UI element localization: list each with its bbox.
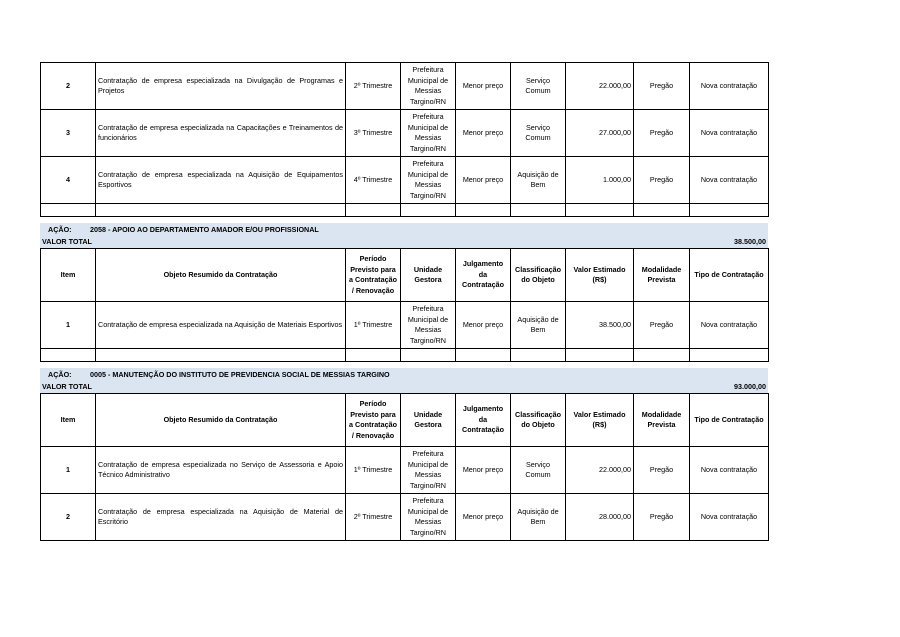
table-row [41,110,769,157]
valor-cell: 28.000,00 [566,494,634,541]
tipo-cell: Nova contratação [690,157,769,204]
header-modalidade: Modalidade Prevista [634,249,690,302]
tipo-cell: Nova contratação [690,302,769,349]
classificacao-cell: Serviço Comum [511,447,566,494]
tipo-cell: Nova contratação [690,447,769,494]
item-cell: 1 [41,447,96,494]
tipo-cell: Nova contratação [690,494,769,541]
modalidade-cell: Pregão [634,447,690,494]
table-row [41,157,769,204]
header-classificacao: Classificação do Objeto [511,249,566,302]
item-cell: 4 [41,157,96,204]
julgamento-cell: Menor preço [456,63,511,110]
objeto-cell: Contratação de empresa especializada na Divulgação de Programas e Projetos [96,63,346,110]
contracts-table-1 [40,62,769,217]
modalidade-cell: Pregão [634,302,690,349]
header-valor: Valor Estimado (R$) [566,394,634,447]
julgamento-cell: Menor preço [456,110,511,157]
periodo-cell: 2º Trimestre [346,494,401,541]
table-row [41,447,769,494]
unidade-cell: Prefeitura Municipal de Messias Targino/RN [401,63,456,110]
valor-total-amount: 38.500,00 [734,237,766,246]
header-row [41,249,769,302]
julgamento-cell: Menor preço [456,494,511,541]
classificacao-cell: Serviço Comum [511,110,566,157]
valor-cell: 22.000,00 [566,63,634,110]
unidade-cell: Prefeitura Municipal de Messias Targino/RN [401,447,456,494]
valor-cell: 27.000,00 [566,110,634,157]
tipo-cell: Nova contratação [690,110,769,157]
header-classificacao: Classificação do Objeto [511,394,566,447]
julgamento-cell: Menor preço [456,447,511,494]
periodo-cell: 2º Trimestre [346,63,401,110]
valor-cell: 22.000,00 [566,447,634,494]
julgamento-cell: Menor preço [456,302,511,349]
document-page [40,62,768,541]
valor-cell: 1.000,00 [566,157,634,204]
header-modalidade: Modalidade Prevista [634,394,690,447]
periodo-cell: 3º Trimestre [346,110,401,157]
header-julgamento: Julgamento da Contratação [456,249,511,302]
table-row [41,494,769,541]
contracts-table-3 [40,393,769,541]
table-row [41,302,769,349]
julgamento-cell: Menor preço [456,157,511,204]
classificacao-cell: Serviço Comum [511,63,566,110]
header-unidade: Unidade Gestora [401,249,456,302]
acao-bar [40,223,768,236]
modalidade-cell: Pregão [634,157,690,204]
acao-label: AÇÃO: [48,225,72,234]
valor-total-label: VALOR TOTAL [42,382,92,391]
header-periodo: Período Previsto para a Contratação / Renovação [346,249,401,302]
valor-total-label: VALOR TOTAL [42,237,92,246]
contracts-table-2 [40,248,769,362]
header-valor: Valor Estimado (R$) [566,249,634,302]
tipo-cell: Nova contratação [690,63,769,110]
periodo-cell: 1º Trimestre [346,447,401,494]
acao-title: 0005 - MANUTENÇÃO DO INSTITUTO DE PREVIDENCIA SOCIAL DE MESSIAS TARGINO [90,370,390,379]
acao-label: AÇÃO: [48,370,72,379]
modalidade-cell: Pregão [634,110,690,157]
header-unidade: Unidade Gestora [401,394,456,447]
header-tipo: Tipo de Contratação [690,394,769,447]
header-item: Item [41,394,96,447]
valor-cell: 38.500,00 [566,302,634,349]
valor-total-amount: 93.000,00 [734,382,766,391]
header-periodo: Período Previsto para a Contratação / Renovação [346,394,401,447]
header-row [41,394,769,447]
unidade-cell: Prefeitura Municipal de Messias Targino/RN [401,494,456,541]
table-row [41,63,769,110]
unidade-cell: Prefeitura Municipal de Messias Targino/RN [401,110,456,157]
item-cell: 2 [41,63,96,110]
valor-total-bar [40,381,768,393]
objeto-cell: Contratação de empresa especializada na Aquisição de Material de Escritório [96,494,346,541]
header-tipo: Tipo de Contratação [690,249,769,302]
blank-row [41,349,769,362]
periodo-cell: 4º Trimestre [346,157,401,204]
header-item: Item [41,249,96,302]
modalidade-cell: Pregão [634,494,690,541]
objeto-cell: Contratação de empresa especializada no Serviço de Assessoria e Apoio Técnico Administrativo [96,447,346,494]
blank-row [41,204,769,217]
classificacao-cell: Aquisição de Bem [511,302,566,349]
header-objeto: Objeto Resumido da Contratação [96,394,346,447]
item-cell: 3 [41,110,96,157]
modalidade-cell: Pregão [634,63,690,110]
objeto-cell: Contratação de empresa especializada na Aquisição de Equipamentos Esportivos [96,157,346,204]
objeto-cell: Contratação de empresa especializada na Capacitações e Treinamentos de funcionários [96,110,346,157]
item-cell: 2 [41,494,96,541]
unidade-cell: Prefeitura Municipal de Messias Targino/RN [401,157,456,204]
valor-total-bar [40,236,768,248]
header-julgamento: Julgamento da Contratação [456,394,511,447]
header-objeto: Objeto Resumido da Contratação [96,249,346,302]
item-cell: 1 [41,302,96,349]
acao-bar [40,368,768,381]
classificacao-cell: Aquisição de Bem [511,157,566,204]
unidade-cell: Prefeitura Municipal de Messias Targino/RN [401,302,456,349]
classificacao-cell: Aquisição de Bem [511,494,566,541]
periodo-cell: 1º Trimestre [346,302,401,349]
acao-title: 2058 - APOIO AO DEPARTAMENTO AMADOR E/OU PROFISSIONAL [90,225,319,234]
objeto-cell: Contratação de empresa especializada na Aquisição de Materiais Esportivos [96,302,346,349]
